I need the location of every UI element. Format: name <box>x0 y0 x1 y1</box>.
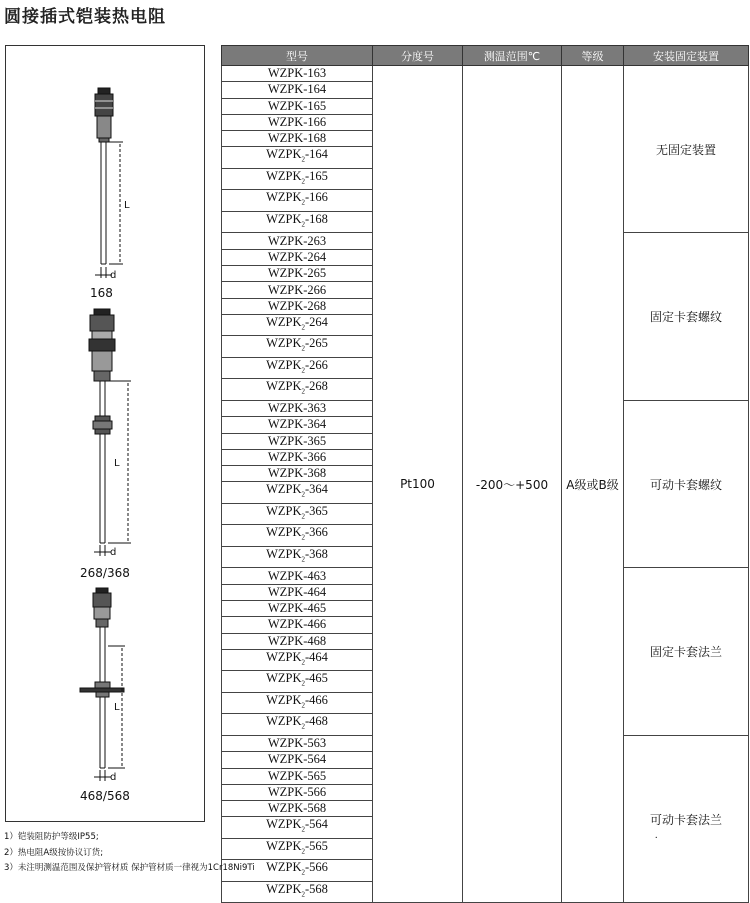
model-number: -165 <box>303 98 327 113</box>
model-base: WZPK <box>266 838 302 853</box>
table-body <box>222 66 749 903</box>
model-subscript: 2 <box>301 658 305 667</box>
model-number: -465 <box>303 601 327 616</box>
model-number: -168 <box>305 211 328 226</box>
model-cell <box>222 503 373 525</box>
model-number: -364 <box>303 417 327 432</box>
model-number: -565 <box>305 838 328 853</box>
model-cell <box>222 784 373 800</box>
model-cell <box>222 282 373 298</box>
model-number: -165 <box>305 168 328 183</box>
model-cell <box>222 357 373 379</box>
model-cell <box>222 546 373 568</box>
table-row <box>222 66 749 82</box>
model-cell <box>222 433 373 449</box>
model-number: -465 <box>305 671 328 686</box>
model-cell <box>222 379 373 401</box>
spec-table <box>221 45 749 903</box>
model-number: -366 <box>303 450 327 464</box>
model-base: WZPK <box>266 692 302 707</box>
mount-cell: 可动卡套法兰 <box>624 735 749 902</box>
model-subscript: 2 <box>301 366 305 375</box>
dim-length-label: L <box>114 458 120 469</box>
model-number: -364 <box>305 482 328 497</box>
model-base: WZPK <box>266 525 302 540</box>
model-cell <box>222 714 373 736</box>
model-number: -564 <box>303 752 327 767</box>
model-number: -265 <box>303 266 327 281</box>
model-subscript: 2 <box>301 344 305 353</box>
division-cell: Pt100 <box>373 66 463 903</box>
model-cell <box>222 633 373 649</box>
footnote: 2）热电阻A级按协议订货; <box>4 847 104 858</box>
footnote: 1）铠装阻防护等级IP55; <box>4 832 99 842</box>
model-number: -464 <box>303 584 327 599</box>
model-number: -566 <box>303 784 327 799</box>
model-base: WZPK <box>267 433 304 448</box>
model-number: -166 <box>305 190 328 205</box>
model-cell <box>222 98 373 114</box>
model-number: -263 <box>303 233 327 248</box>
mount-cell: 可动卡套螺纹 <box>624 400 749 567</box>
model-cell <box>222 400 373 416</box>
figure-label-268-368: 268/368 <box>80 566 130 580</box>
model-number: -466 <box>303 617 327 632</box>
header-model: 型号 <box>222 46 373 66</box>
model-subscript: 2 <box>301 847 305 856</box>
model-base: WZPK <box>267 298 304 313</box>
model-base: WZPK <box>267 752 304 767</box>
header-range: 测温范围℃ <box>463 46 562 66</box>
model-cell <box>222 768 373 784</box>
model-base: WZPK <box>266 671 302 686</box>
model-cell <box>222 617 373 633</box>
model-base: WZPK <box>266 482 302 497</box>
model-cell <box>222 266 373 282</box>
model-base: WZPK <box>267 401 304 416</box>
model-number: -568 <box>303 801 327 816</box>
model-number: -363 <box>303 401 327 416</box>
model-base: WZPK <box>266 860 302 875</box>
model-base: WZPK <box>267 115 304 130</box>
model-subscript: 2 <box>301 323 305 332</box>
model-cell <box>222 671 373 693</box>
model-cell <box>222 417 373 433</box>
model-subscript: 2 <box>301 533 305 542</box>
model-base: WZPK <box>267 617 304 632</box>
model-number: -365 <box>303 433 327 448</box>
model-subscript: 2 <box>301 177 305 186</box>
mount-cell: 固定卡套法兰 <box>624 568 749 735</box>
model-cell <box>222 82 373 98</box>
model-base: WZPK <box>267 450 304 464</box>
model-subscript: 2 <box>301 220 305 229</box>
model-cell <box>222 752 373 768</box>
dim-diameter-label: d <box>110 270 117 281</box>
model-subscript: 2 <box>301 679 305 688</box>
range-cell: -200～+500 <box>463 66 562 903</box>
header-grade: 等级 <box>562 46 624 66</box>
model-subscript: 2 <box>301 387 305 396</box>
model-number: -265 <box>305 336 328 351</box>
figure-panel <box>5 45 205 822</box>
model-number: -164 <box>303 82 327 97</box>
model-base: WZPK <box>266 817 302 832</box>
model-cell <box>222 801 373 817</box>
model-number: -466 <box>305 692 328 707</box>
model-number: -468 <box>305 714 328 729</box>
spec-table-wrapper <box>221 45 748 903</box>
table-header-row <box>222 46 749 66</box>
model-base: WZPK <box>267 131 304 146</box>
page-title: 圆接插式铠装热电阻 <box>4 7 166 27</box>
model-cell <box>222 692 373 714</box>
model-cell <box>222 336 373 358</box>
dim-length-label: L <box>124 200 130 211</box>
model-subscript: 2 <box>301 890 305 899</box>
model-base: WZPK <box>267 801 304 816</box>
model-base: WZPK <box>267 784 304 799</box>
model-base: WZPK <box>267 233 304 248</box>
model-base: WZPK <box>267 584 304 599</box>
model-cell <box>222 649 373 671</box>
model-subscript: 2 <box>301 490 305 499</box>
model-base: WZPK <box>267 66 304 81</box>
header-division: 分度号 <box>373 46 463 66</box>
model-base: WZPK <box>266 314 302 329</box>
footnote: 3）未注明测温范围及保护管材质 保护管材质一律视为1Cr18Ni9Ti <box>4 863 255 873</box>
model-base: WZPK <box>266 357 302 372</box>
model-cell <box>222 147 373 169</box>
model-number: -365 <box>305 503 328 518</box>
model-base: WZPK <box>266 714 302 729</box>
model-subscript: 2 <box>301 701 305 710</box>
model-base: WZPK <box>266 379 302 394</box>
model-number: -366 <box>305 525 328 540</box>
model-base: WZPK <box>266 147 302 162</box>
model-cell <box>222 466 373 482</box>
model-base: WZPK <box>266 503 302 518</box>
mount-cell: 固定卡套螺纹 <box>624 233 749 400</box>
dim-diameter-label: d <box>110 772 117 783</box>
model-subscript: 2 <box>301 198 305 207</box>
model-base: WZPK <box>266 168 302 183</box>
model-base: WZPK <box>267 568 304 583</box>
model-cell <box>222 249 373 265</box>
dim-length-label: L <box>114 702 120 713</box>
model-number: -266 <box>303 282 327 297</box>
mount-cell: 无固定装置 <box>624 66 749 233</box>
model-number: -264 <box>303 249 327 264</box>
model-cell <box>222 131 373 147</box>
model-number: -468 <box>303 633 327 648</box>
model-base: WZPK <box>267 768 304 783</box>
model-base: WZPK <box>266 190 302 205</box>
model-subscript: 2 <box>301 722 305 731</box>
footnotes <box>4 830 255 877</box>
model-base: WZPK <box>267 266 304 281</box>
model-number: -268 <box>305 379 328 394</box>
model-number: -163 <box>303 66 327 81</box>
model-number: -166 <box>303 115 327 130</box>
model-base: WZPK <box>267 249 304 264</box>
model-base: WZPK <box>266 211 302 226</box>
model-number: -368 <box>303 466 327 481</box>
model-base: WZPK <box>266 336 302 351</box>
header-mount: 安装固定装置 <box>624 46 749 66</box>
model-base: WZPK <box>266 649 302 664</box>
model-subscript: 2 <box>301 868 305 877</box>
grade-cell: A级或B级 <box>562 66 624 903</box>
model-cell <box>222 525 373 547</box>
model-cell <box>222 568 373 584</box>
model-number: -566 <box>305 860 328 875</box>
model-cell <box>222 114 373 130</box>
model-cell <box>222 211 373 233</box>
model-base: WZPK <box>267 736 304 751</box>
model-cell <box>222 233 373 249</box>
model-base: WZPK <box>267 417 304 432</box>
dim-diameter-label: d <box>110 547 117 558</box>
model-base: WZPK <box>267 82 304 97</box>
model-number: -264 <box>305 314 328 329</box>
model-base: WZPK <box>267 466 304 481</box>
model-number: -564 <box>305 817 328 832</box>
model-cell <box>222 168 373 190</box>
model-base: WZPK <box>267 601 304 616</box>
model-base: WZPK <box>267 633 304 648</box>
figure-label-168: 168 <box>90 286 113 300</box>
model-cell <box>222 482 373 504</box>
model-base: WZPK <box>266 881 302 896</box>
model-base: WZPK <box>267 282 304 297</box>
model-base: WZPK <box>267 98 304 113</box>
model-base: WZPK <box>266 546 302 561</box>
model-cell <box>222 584 373 600</box>
model-cell <box>222 449 373 465</box>
stray-mark: . <box>655 830 658 841</box>
model-cell <box>222 298 373 314</box>
model-cell <box>222 66 373 82</box>
model-number: -266 <box>305 357 328 372</box>
model-number: -563 <box>303 736 327 751</box>
model-cell <box>222 735 373 751</box>
model-subscript: 2 <box>301 825 305 834</box>
model-number: -464 <box>305 649 328 664</box>
model-cell <box>222 601 373 617</box>
model-number: -565 <box>303 768 327 783</box>
sensor-figure-168 <box>6 46 204 821</box>
model-number: -368 <box>305 546 328 561</box>
figure-label-468-568: 468/568 <box>80 789 130 803</box>
model-cell <box>222 190 373 212</box>
model-number: -568 <box>305 881 328 896</box>
model-cell <box>222 314 373 336</box>
model-number: -168 <box>303 131 327 146</box>
model-subscript: 2 <box>301 555 305 564</box>
model-subscript: 2 <box>301 155 305 164</box>
model-number: -164 <box>305 147 328 162</box>
model-subscript: 2 <box>301 512 305 521</box>
model-cell <box>222 881 373 903</box>
model-number: -463 <box>303 568 327 583</box>
model-number: -268 <box>303 298 327 313</box>
